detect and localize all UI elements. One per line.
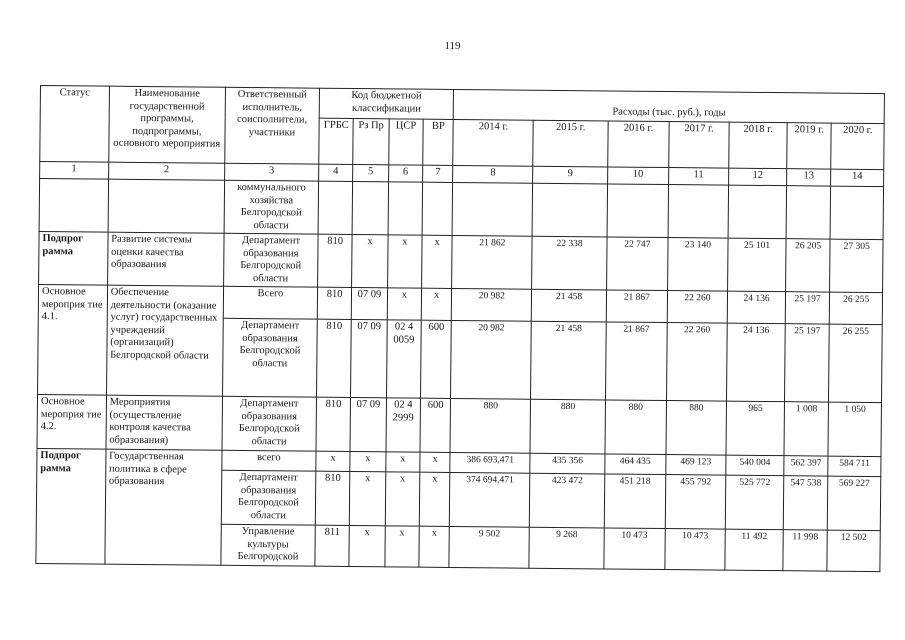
value-cell: 11 998 — [783, 530, 828, 571]
index-cell: 6 — [388, 165, 423, 182]
vr-cell: х — [419, 472, 450, 526]
index-cell: 2 — [108, 162, 224, 180]
vr-cell: х — [422, 235, 453, 288]
csr-cell: х — [385, 526, 420, 567]
value-cell: 423 472 — [529, 473, 604, 528]
value-cell: 26 205 — [785, 239, 830, 292]
index-cell: 8 — [453, 165, 533, 183]
value-cell: 21 458 — [531, 289, 606, 322]
value-cell: 12 502 — [827, 530, 880, 571]
header-vr: ВР — [423, 119, 454, 165]
status-cell — [39, 179, 108, 233]
name-cell: Государственная политика в сфере образования — [105, 449, 222, 565]
value-cell: 455 792 — [665, 475, 726, 530]
value-cell: 25 101 — [728, 238, 786, 292]
csr-cell: 02 4 0059 — [386, 320, 421, 398]
value-cell: 540 004 — [726, 455, 784, 476]
value-cell — [786, 186, 831, 239]
value-cell: 22 260 — [667, 291, 728, 324]
value-cell: 22 747 — [607, 237, 668, 291]
value-cell: 374 694,471 — [450, 472, 530, 527]
responsible-cell: Департамент образования Белгородской области — [222, 318, 317, 397]
responsible-cell: коммунального хозяйства Белгородской области — [224, 180, 319, 234]
status-cell: Основное мероприя тие 4.1. — [38, 284, 108, 395]
value-cell: 24 136 — [728, 291, 786, 324]
grbs-cell: 810 — [315, 471, 350, 525]
index-cell: 14 — [831, 169, 884, 187]
value-cell: 10 473 — [665, 529, 726, 570]
header-status: Статус — [40, 86, 109, 163]
value-cell — [607, 184, 668, 238]
value-cell: 21 458 — [531, 321, 607, 400]
header-name: Наименование государственной программы, подпрограммы, основного мероприятия — [108, 86, 225, 163]
vr-cell: х — [420, 452, 451, 472]
rzpr-cell: 07 09 — [352, 288, 388, 320]
value-cell: 1 008 — [784, 402, 829, 456]
value-cell: 386 693,471 — [450, 452, 530, 473]
vr-cell: х — [421, 288, 452, 320]
value-cell: 10 473 — [604, 528, 665, 569]
value-cell: 880 — [605, 400, 666, 455]
value-cell: 547 538 — [783, 476, 828, 530]
responsible-cell: Всего — [223, 286, 317, 319]
header-expenses: Расходы (тыс. руб.), годы — [454, 103, 885, 123]
value-cell: 21 862 — [452, 235, 532, 289]
index-cell: 3 — [225, 163, 319, 181]
status-cell: Подпрог рамма — [39, 231, 108, 285]
value-cell: 525 772 — [726, 475, 784, 530]
responsible-cell: Департамент образования Белгородской области — [224, 233, 319, 287]
value-cell — [830, 186, 883, 240]
header-rzpr: Рз Пр — [353, 119, 389, 165]
value-cell: 26 255 — [830, 292, 883, 325]
table-row — [37, 394, 881, 456]
value-cell: 27 305 — [830, 239, 883, 293]
rzpr-cell: х — [350, 451, 386, 471]
value-cell: 25 197 — [785, 292, 830, 324]
value-cell: 9 502 — [449, 526, 529, 567]
rzpr-cell: 07 09 — [351, 320, 387, 398]
header-year: 2015 г. — [533, 120, 608, 167]
index-cell: 11 — [668, 168, 729, 186]
value-cell: 562 397 — [784, 456, 829, 476]
index-cell: 1 — [40, 162, 109, 180]
status-cell: Основное мероприя тие 4.2. — [37, 394, 106, 449]
header-budget-code: Код бюджетной классификации — [319, 88, 454, 119]
header-year: 2019 г. — [787, 123, 832, 169]
grbs-cell — [318, 181, 353, 234]
value-cell: 451 218 — [604, 474, 665, 529]
vr-cell: х — [419, 526, 450, 567]
value-cell: 880 — [666, 401, 727, 456]
header-year: 2020 г. — [831, 123, 884, 170]
rzpr-cell: 07 09 — [350, 397, 386, 451]
header-year: 2016 г. — [608, 121, 669, 168]
rzpr-cell: х — [352, 235, 388, 288]
grbs-cell: 810 — [316, 319, 351, 397]
grbs-cell: х — [316, 451, 351, 471]
index-cell: 13 — [786, 169, 831, 186]
status-cell: Подпрог рамма — [36, 448, 106, 563]
responsible-cell: Управление культуры Белгородской — [221, 524, 315, 565]
index-cell: 7 — [423, 165, 453, 182]
rzpr-cell: х — [350, 471, 386, 525]
name-cell: Мероприятия (осуществление контроля качества образования) — [106, 395, 223, 450]
value-cell: 21 867 — [606, 290, 667, 323]
value-cell: 20 982 — [451, 320, 532, 399]
csr-cell: х — [387, 235, 422, 288]
value-cell: 21 867 — [606, 322, 667, 401]
value-cell: 22 338 — [532, 236, 607, 290]
index-cell: 12 — [729, 168, 787, 186]
value-cell: 25 197 — [784, 324, 829, 402]
header-year: 2018 г. — [729, 122, 787, 169]
name-cell: Обеспечение деятельности (оказание услуг) государственных учреждений (организаций) Белгородской области — [106, 285, 223, 396]
value-cell — [532, 183, 607, 237]
value-cell: 24 136 — [727, 323, 785, 402]
responsible-cell: Департамент образования Белгородской области — [222, 396, 317, 451]
value-cell: 23 140 — [667, 238, 728, 292]
value-cell: 20 982 — [452, 288, 532, 321]
table-row — [39, 179, 883, 240]
grbs-cell: 810 — [317, 287, 352, 319]
value-cell: 1 050 — [828, 402, 881, 457]
value-cell: 26 255 — [829, 324, 882, 403]
header-year: 2014 г. — [453, 119, 533, 166]
grbs-cell: 810 — [318, 234, 353, 287]
value-cell: 965 — [726, 401, 784, 456]
index-cell: 5 — [353, 165, 389, 182]
vr-cell: 600 — [420, 398, 451, 452]
value-cell: 435 356 — [530, 453, 605, 474]
csr-cell: х — [385, 452, 420, 472]
table-row — [38, 284, 882, 324]
value-cell: 880 — [450, 398, 530, 453]
responsible-cell: всего — [222, 450, 316, 471]
value-cell — [452, 182, 532, 236]
vr-cell: 600 — [421, 320, 452, 398]
index-cell: 10 — [608, 167, 669, 185]
value-cell: 469 123 — [665, 455, 726, 476]
value-cell: 464 435 — [605, 454, 666, 475]
page-number: 119 — [444, 40, 461, 52]
value-cell: 11 492 — [725, 529, 783, 570]
value-cell: 22 260 — [666, 323, 727, 402]
responsible-cell: Департамент образования Белгородской области — [221, 470, 316, 525]
name-cell — [108, 179, 225, 233]
rzpr-cell — [352, 182, 388, 235]
value-cell: 880 — [530, 399, 605, 454]
grbs-cell: 810 — [316, 397, 351, 451]
budget-table — [35, 85, 885, 572]
value-cell — [668, 185, 729, 239]
index-cell: 9 — [533, 166, 608, 184]
table-row — [39, 231, 883, 292]
csr-cell: х — [387, 288, 422, 320]
header-responsible: Ответственный исполнитель, соисполнители, участники — [225, 87, 320, 164]
budget-table-sheet — [35, 85, 885, 572]
header-year: 2017 г. — [668, 122, 729, 169]
rzpr-cell: х — [349, 525, 385, 566]
name-cell: Развитие системы оценки качества образования — [107, 232, 224, 286]
csr-cell: 02 4 2999 — [386, 398, 421, 452]
value-cell — [728, 185, 786, 239]
header-csr: ЦСР — [388, 119, 423, 165]
value-cell: 569 227 — [828, 476, 881, 531]
value-cell: 9 268 — [529, 527, 604, 568]
vr-cell — [422, 182, 453, 235]
csr-cell: х — [385, 472, 420, 526]
value-cell: 584 711 — [828, 456, 881, 477]
header-grbs: ГРБС — [319, 118, 354, 164]
csr-cell — [388, 182, 423, 235]
index-cell: 4 — [319, 164, 354, 181]
grbs-cell: 811 — [315, 525, 350, 566]
